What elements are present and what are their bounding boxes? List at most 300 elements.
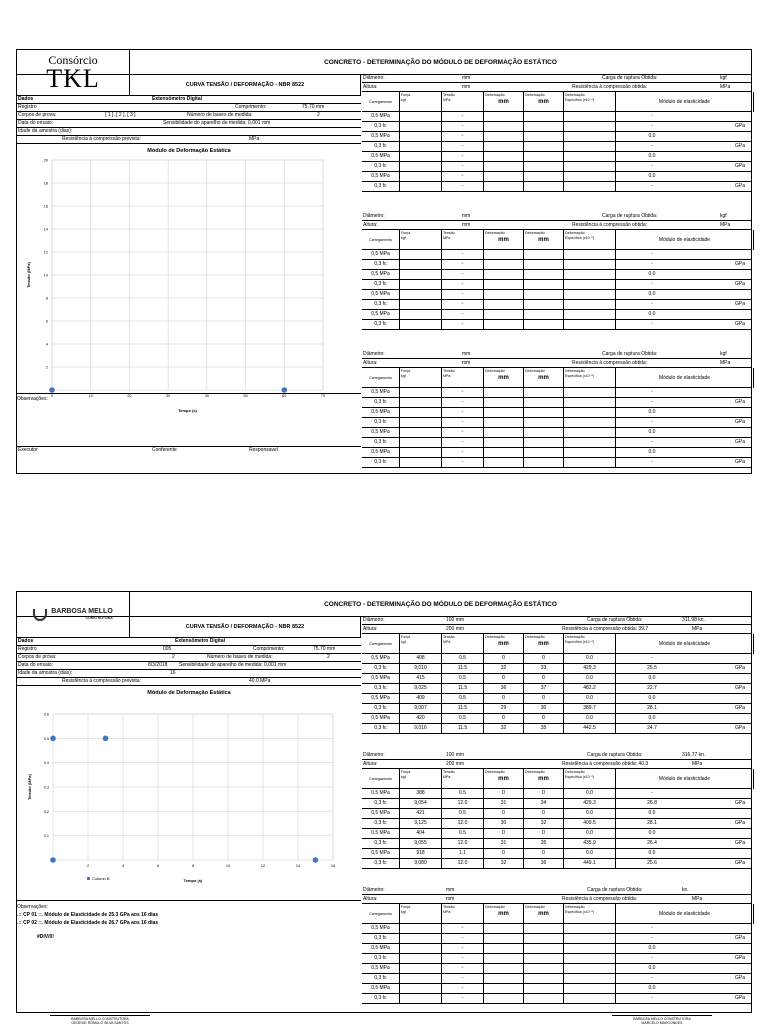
table-cell: 11.5 bbox=[442, 724, 484, 733]
carga-value: kgf bbox=[720, 351, 727, 357]
diametro-label: Diâmetro: bbox=[363, 75, 385, 81]
table-cell: 26.4 bbox=[647, 840, 657, 846]
resistencia-obtida-label: Resistência à compressão obtida: bbox=[572, 84, 648, 90]
y-tick-label: 0.2 bbox=[43, 809, 49, 814]
bases-value: 2 bbox=[317, 112, 320, 118]
table-cell: - bbox=[442, 428, 484, 437]
logo-line1: Consórcio bbox=[48, 52, 98, 67]
table-cell: 0.0 bbox=[648, 311, 656, 317]
table-cell: - bbox=[442, 964, 484, 973]
table-cell: 0,5 MPa bbox=[362, 694, 400, 703]
y-tick-label: 0.3 bbox=[43, 785, 49, 790]
resistencia-obtida-unit: MPa bbox=[692, 626, 703, 632]
table-cell: 25.5 bbox=[647, 665, 657, 671]
table-cell bbox=[524, 398, 564, 407]
column-header: Módulo de elasticidade bbox=[616, 92, 754, 112]
table-cell: 37 bbox=[524, 684, 564, 693]
table-cell bbox=[400, 458, 442, 467]
extensometro-label: Extensômetro Digital bbox=[152, 96, 203, 102]
table-cell: 0,5 MPa bbox=[362, 654, 400, 663]
table-cell bbox=[524, 112, 564, 121]
table-cell bbox=[400, 984, 442, 993]
table-cell: 0,5 MPa bbox=[362, 290, 400, 299]
table-cell bbox=[564, 408, 616, 417]
unit-label: GPa bbox=[734, 935, 745, 941]
y-tick-label: 0.1 bbox=[43, 834, 49, 839]
table-cell: 0,3 fc bbox=[362, 122, 400, 131]
table-cell: 0,3 fc bbox=[362, 974, 400, 983]
resistencia-obtida-unit: MPa bbox=[720, 360, 731, 366]
table-cell bbox=[400, 428, 442, 437]
table-cell: 389.7 bbox=[564, 704, 616, 713]
column-headers bbox=[362, 904, 751, 924]
table-cell: 0,5 MPa bbox=[362, 428, 400, 437]
table-cell: 0.0 bbox=[648, 133, 656, 139]
table-cell: - bbox=[442, 152, 484, 161]
table-cell: 0.0 bbox=[648, 291, 656, 297]
corpos-label: Corpos de prova: bbox=[18, 654, 57, 660]
table-cell bbox=[400, 290, 442, 299]
table-cell: - bbox=[651, 183, 653, 189]
table-cell: - bbox=[651, 163, 653, 169]
x-tick-label: 10 bbox=[88, 394, 93, 398]
diametro-value: 100 mm bbox=[446, 617, 465, 623]
table-cell: 0.0 bbox=[648, 409, 656, 415]
data-row bbox=[362, 320, 751, 330]
table-cell: 0,3 fc bbox=[362, 684, 400, 693]
data-row bbox=[362, 944, 751, 954]
data-row bbox=[362, 300, 751, 310]
table-cell: - bbox=[442, 408, 484, 417]
table-cell: - bbox=[651, 995, 653, 1001]
table-cell: - bbox=[651, 790, 653, 796]
table-cell bbox=[400, 260, 442, 269]
table-cell: 11.5 bbox=[442, 684, 484, 693]
table-cell: - bbox=[651, 261, 653, 267]
table-cell bbox=[484, 954, 524, 963]
column-header: Deformação Específica (x10⁻⁶) bbox=[564, 904, 616, 924]
table-cell: 0.5 bbox=[442, 789, 484, 798]
executor-label: Executor bbox=[18, 447, 38, 453]
table-cell: 0.5 bbox=[442, 714, 484, 723]
data-row bbox=[362, 280, 751, 290]
table-cell: 0.0 bbox=[648, 173, 656, 179]
signature-row bbox=[17, 446, 361, 457]
column-header: Força kgf bbox=[400, 368, 442, 388]
y-tick-label: 14 bbox=[43, 227, 48, 232]
table-cell: 0,3 fc bbox=[362, 418, 400, 427]
column-header: Módulo de elasticidade bbox=[616, 230, 754, 250]
table-cell: 918 bbox=[400, 849, 442, 858]
x-tick-label: 2 bbox=[86, 864, 90, 868]
unit-label: GPa bbox=[734, 163, 745, 169]
column-header: Tensão MPa bbox=[442, 769, 484, 789]
table-cell bbox=[484, 418, 524, 427]
sensibilidade-text: Sensibilidade do aparelho de medida: 0,001 mm bbox=[163, 120, 271, 126]
resistencia-obtida-label: Resistência à compressão obtida: bbox=[572, 222, 648, 228]
table-cell: 0,5 MPa bbox=[362, 789, 400, 798]
comprimento-label: Comprimento: bbox=[235, 104, 267, 110]
table-cell bbox=[484, 934, 524, 943]
data-row bbox=[362, 458, 751, 468]
table-cell: - bbox=[442, 398, 484, 407]
table-cell: 9,007 bbox=[400, 704, 442, 713]
table-cell: 12.0 bbox=[442, 839, 484, 848]
x-tick-label: 70 bbox=[320, 394, 326, 398]
column-headers bbox=[362, 769, 751, 789]
table-cell bbox=[400, 142, 442, 151]
table-cell bbox=[524, 270, 564, 279]
table-cell: - bbox=[442, 260, 484, 269]
table-cell: 12.0 bbox=[442, 859, 484, 868]
table-cell bbox=[400, 994, 442, 1003]
unit-label: GPa bbox=[734, 281, 745, 287]
column-header: Deformação mm bbox=[524, 769, 564, 789]
x-tick-label: 12 bbox=[260, 864, 266, 868]
table-cell: 0,3 fc bbox=[362, 994, 400, 1003]
table-cell: 0,5 MPa bbox=[362, 674, 400, 683]
unit-label: GPa bbox=[734, 975, 745, 981]
table-cell: 408 bbox=[400, 654, 442, 663]
column-header: Tensão MPa bbox=[442, 634, 484, 654]
data-row bbox=[362, 388, 751, 398]
table-cell bbox=[524, 300, 564, 309]
table-cell: - bbox=[651, 439, 653, 445]
report-sheet-1 bbox=[16, 49, 752, 474]
resistencia-obtida-label: Resistência à compressão obtida: 40.3 bbox=[562, 761, 649, 767]
carga-value: kn. bbox=[682, 887, 689, 893]
table-cell: 0,3 fc bbox=[362, 438, 400, 447]
table-cell bbox=[564, 438, 616, 447]
table-cell: 0 bbox=[484, 829, 524, 838]
table-cell bbox=[564, 984, 616, 993]
carga-label: Carga de ruptura Obtida: bbox=[602, 75, 658, 81]
table-cell: 0.0 bbox=[564, 849, 616, 858]
table-cell: 30 bbox=[524, 704, 564, 713]
table-cell bbox=[484, 398, 524, 407]
table-cell: - bbox=[442, 954, 484, 963]
table-cell bbox=[564, 934, 616, 943]
data-row bbox=[362, 924, 751, 934]
diametro-value: mm bbox=[462, 213, 471, 219]
extensometro-label: Extensômetro Digital bbox=[175, 638, 226, 644]
table-cell bbox=[400, 398, 442, 407]
bases-label: Número de bases de medida: bbox=[187, 112, 253, 118]
table-cell: 0 bbox=[484, 674, 524, 683]
column-header: Deformação mm bbox=[484, 769, 524, 789]
table-cell: 32 bbox=[484, 859, 524, 868]
unit-label: GPa bbox=[734, 995, 745, 1001]
data-row bbox=[362, 664, 751, 674]
table-cell: 0,5 MPa bbox=[362, 714, 400, 723]
data-row bbox=[362, 448, 751, 458]
table-cell bbox=[484, 944, 524, 953]
table-cell bbox=[484, 310, 524, 319]
table-cell bbox=[400, 310, 442, 319]
table-cell bbox=[484, 182, 524, 191]
table-cell: - bbox=[442, 132, 484, 141]
table-cell: - bbox=[442, 448, 484, 457]
chart-svg bbox=[17, 686, 361, 901]
x-axis-label: Tempo (s) bbox=[178, 408, 197, 413]
table-cell bbox=[484, 458, 524, 467]
unit-label: GPa bbox=[734, 321, 745, 327]
table-cell: 0,5 MPa bbox=[362, 924, 400, 933]
table-cell bbox=[484, 974, 524, 983]
x-axis-label: Tempo (s) bbox=[183, 878, 203, 883]
data-row bbox=[362, 994, 751, 1004]
table-cell bbox=[400, 172, 442, 181]
column-header: Deformação Específica (x10⁻⁶) bbox=[564, 769, 616, 789]
table-cell bbox=[484, 984, 524, 993]
column-header: Deformação mm bbox=[524, 904, 564, 924]
data-row bbox=[362, 122, 751, 132]
table-cell: 0,5 MPa bbox=[362, 944, 400, 953]
altura-label: Altura: bbox=[363, 84, 378, 90]
table-cell: - bbox=[651, 281, 653, 287]
corpos-label: Corpos de prova: bbox=[18, 112, 57, 118]
logo-mark-icon bbox=[33, 609, 47, 621]
unit-label: GPa bbox=[734, 459, 745, 465]
table-cell: 0.0 bbox=[648, 945, 656, 951]
table-cell bbox=[400, 438, 442, 447]
table-cell: 31 bbox=[484, 839, 524, 848]
table-cell: - bbox=[651, 975, 653, 981]
data-row bbox=[362, 799, 751, 809]
idade-label: Idade da amostra (dias): bbox=[18, 128, 73, 134]
x-tick-label: 8 bbox=[191, 864, 195, 868]
table-cell bbox=[564, 398, 616, 407]
table-cell bbox=[564, 448, 616, 457]
table-cell: 404 bbox=[400, 829, 442, 838]
table-cell bbox=[524, 428, 564, 437]
unit-label: GPa bbox=[734, 705, 745, 711]
table-cell bbox=[484, 994, 524, 1003]
table-cell bbox=[400, 122, 442, 131]
altura-label: Altura: bbox=[363, 896, 378, 902]
table-cell bbox=[524, 132, 564, 141]
carga-label: Carga de ruptura Obtida: bbox=[602, 213, 658, 219]
signature-1-company: BARBOSA MELLO CONSTRUTORA bbox=[71, 1017, 129, 1021]
signature-2-company: BARBOSA MELLO CONSTRUTORA bbox=[633, 1017, 691, 1021]
table-cell: 429.3 bbox=[564, 664, 616, 673]
column-header: Deformação mm bbox=[524, 634, 564, 654]
data-row bbox=[362, 260, 751, 270]
table-cell: 0,3 fc bbox=[362, 260, 400, 269]
table-cell bbox=[400, 152, 442, 161]
data-point bbox=[50, 736, 56, 742]
data-row bbox=[362, 684, 751, 694]
diametro-label: Diâmetro: bbox=[363, 213, 385, 219]
table-cell bbox=[524, 448, 564, 457]
resistencia-obtida-unit: MPa bbox=[720, 222, 731, 228]
table-cell: 0 bbox=[524, 849, 564, 858]
corpos-value: 2 bbox=[172, 654, 175, 660]
table-cell bbox=[564, 310, 616, 319]
altura-value: mm bbox=[462, 222, 471, 228]
table-cell: - bbox=[651, 955, 653, 961]
data-row bbox=[362, 819, 751, 829]
table-cell bbox=[524, 260, 564, 269]
table-cell: 0,3 fc bbox=[362, 182, 400, 191]
column-header: Deformação Específica (x10⁻⁶) bbox=[564, 368, 616, 388]
table-cell: - bbox=[651, 251, 653, 257]
column-header: Força kgf bbox=[400, 230, 442, 250]
table-cell bbox=[400, 320, 442, 329]
data-value: 8/3/2018 bbox=[148, 662, 168, 668]
registro-value: 005 bbox=[163, 646, 172, 652]
altura-value: mm bbox=[446, 896, 455, 902]
table-cell: - bbox=[651, 419, 653, 425]
table-cell: - bbox=[651, 389, 653, 395]
table-cell: 0,3 fc bbox=[362, 839, 400, 848]
signature-2 bbox=[612, 1015, 712, 1025]
table-cell: 9,025 bbox=[400, 684, 442, 693]
corpos-value: [ 1 ], [ 2 ], [ 3 ] bbox=[105, 112, 136, 118]
table-cell: 0,3 fc bbox=[362, 724, 400, 733]
table-cell: - bbox=[651, 655, 653, 661]
unit-label: GPa bbox=[734, 840, 745, 846]
y-tick-label: 8 bbox=[45, 296, 48, 301]
data-row bbox=[362, 714, 751, 724]
table-cell: 0.0 bbox=[648, 830, 656, 836]
table-cell: 0.0 bbox=[564, 829, 616, 838]
column-headers bbox=[362, 230, 751, 250]
table-cell bbox=[484, 162, 524, 171]
table-cell: 28.1 bbox=[647, 820, 657, 826]
column-header: Deformação Específica (x10⁻⁶) bbox=[564, 230, 616, 250]
table-cell: 0,3 fc bbox=[362, 458, 400, 467]
column-header: Deformação mm bbox=[484, 904, 524, 924]
diametro-label: Diâmetro: bbox=[363, 617, 385, 623]
table-cell bbox=[524, 280, 564, 289]
table-cell: - bbox=[442, 984, 484, 993]
table-cell: 0,3 fc bbox=[362, 142, 400, 151]
observacoes-label: Observações: bbox=[17, 396, 48, 402]
table-cell bbox=[400, 964, 442, 973]
carga-value: 316.77 kn. bbox=[682, 752, 706, 758]
table-cell: 442.5 bbox=[564, 724, 616, 733]
table-cell: 0,5 MPa bbox=[362, 172, 400, 181]
unit-label: GPa bbox=[734, 725, 745, 731]
table-cell bbox=[564, 290, 616, 299]
table-cell: 28.1 bbox=[647, 705, 657, 711]
observacao-cp02: .:: CP 02 ::. Módulo de Elasticidade de 26.7 GPa aos 16 dias bbox=[17, 920, 159, 926]
altura-label: Altura: bbox=[363, 360, 378, 366]
table-cell: 0 bbox=[524, 789, 564, 798]
table-cell: - bbox=[651, 925, 653, 931]
table-cell bbox=[484, 320, 524, 329]
data-row bbox=[362, 408, 751, 418]
div-error: #DIV/0! bbox=[37, 934, 54, 940]
carga-value: 311.98 kn. bbox=[682, 617, 705, 623]
table-cell: 0.0 bbox=[648, 695, 656, 701]
table-cell: 0,3 fc bbox=[362, 799, 400, 808]
table-cell: 0 bbox=[484, 714, 524, 723]
data-row bbox=[362, 724, 751, 734]
table-cell: - bbox=[442, 122, 484, 131]
unit-label: GPa bbox=[734, 143, 745, 149]
table-cell: 0 bbox=[524, 829, 564, 838]
table-cell: 0.0 bbox=[564, 789, 616, 798]
data-row bbox=[362, 984, 751, 994]
diametro-value: 100 mm bbox=[446, 752, 465, 758]
table-cell: - bbox=[442, 458, 484, 467]
data-row bbox=[362, 182, 751, 192]
comprimento-value: 75.70 mm bbox=[302, 104, 325, 110]
diametro-label: Diâmetro: bbox=[363, 351, 385, 357]
table-cell: - bbox=[442, 438, 484, 447]
data-row bbox=[362, 859, 751, 869]
table-cell: 0.0 bbox=[648, 715, 656, 721]
table-cell bbox=[400, 944, 442, 953]
column-header: Deformação Específica (x10⁻⁶) bbox=[564, 92, 616, 112]
table-cell: 420 bbox=[400, 714, 442, 723]
table-cell: - bbox=[442, 142, 484, 151]
table-cell: 33 bbox=[524, 664, 564, 673]
data-row bbox=[362, 310, 751, 320]
bases-value: 2 bbox=[327, 654, 330, 660]
y-tick-label: 2 bbox=[45, 365, 48, 370]
table-cell bbox=[400, 162, 442, 171]
table-cell bbox=[524, 964, 564, 973]
table-cell bbox=[564, 182, 616, 191]
table-cell: 0,3 fc bbox=[362, 320, 400, 329]
table-cell: 0.0 bbox=[564, 714, 616, 723]
table-cell: 35 bbox=[524, 724, 564, 733]
table-cell bbox=[484, 142, 524, 151]
table-cell bbox=[524, 122, 564, 131]
table-cell: - bbox=[442, 162, 484, 171]
table-cell: 0.0 bbox=[648, 810, 656, 816]
altura-label: Altura: bbox=[363, 761, 378, 767]
table-cell bbox=[524, 162, 564, 171]
unit-label: GPa bbox=[734, 820, 745, 826]
table-cell: 388 bbox=[400, 789, 442, 798]
unit-label: GPa bbox=[734, 183, 745, 189]
table-cell: 9,016 bbox=[400, 724, 442, 733]
column-header: Carregamento bbox=[362, 368, 400, 388]
data-row bbox=[362, 142, 751, 152]
table-cell bbox=[484, 300, 524, 309]
data-row bbox=[362, 789, 751, 799]
table-cell: - bbox=[442, 182, 484, 191]
chart-modulo-2 bbox=[17, 686, 361, 901]
logo-line2: TKL bbox=[46, 63, 100, 93]
table-cell: 22.7 bbox=[647, 685, 657, 691]
table-cell: 0 bbox=[484, 654, 524, 663]
table-cell: - bbox=[442, 934, 484, 943]
unit-label: GPa bbox=[734, 955, 745, 961]
column-header: Deformação mm bbox=[524, 230, 564, 250]
bases-label: Número de bases de medida: bbox=[207, 654, 273, 660]
table-cell: - bbox=[442, 300, 484, 309]
unit-label: GPa bbox=[734, 860, 745, 866]
data-row bbox=[362, 809, 751, 819]
altura-label: Altura: bbox=[363, 626, 378, 632]
column-header: Força kgf bbox=[400, 904, 442, 924]
column-headers bbox=[362, 368, 751, 388]
table-cell bbox=[524, 250, 564, 259]
data-row bbox=[362, 438, 751, 448]
table-cell bbox=[524, 924, 564, 933]
y-tick-label: 10 bbox=[43, 273, 48, 278]
unit-label: GPa bbox=[734, 800, 745, 806]
table-cell bbox=[564, 142, 616, 151]
table-cell bbox=[524, 320, 564, 329]
table-cell bbox=[524, 310, 564, 319]
table-cell bbox=[524, 142, 564, 151]
